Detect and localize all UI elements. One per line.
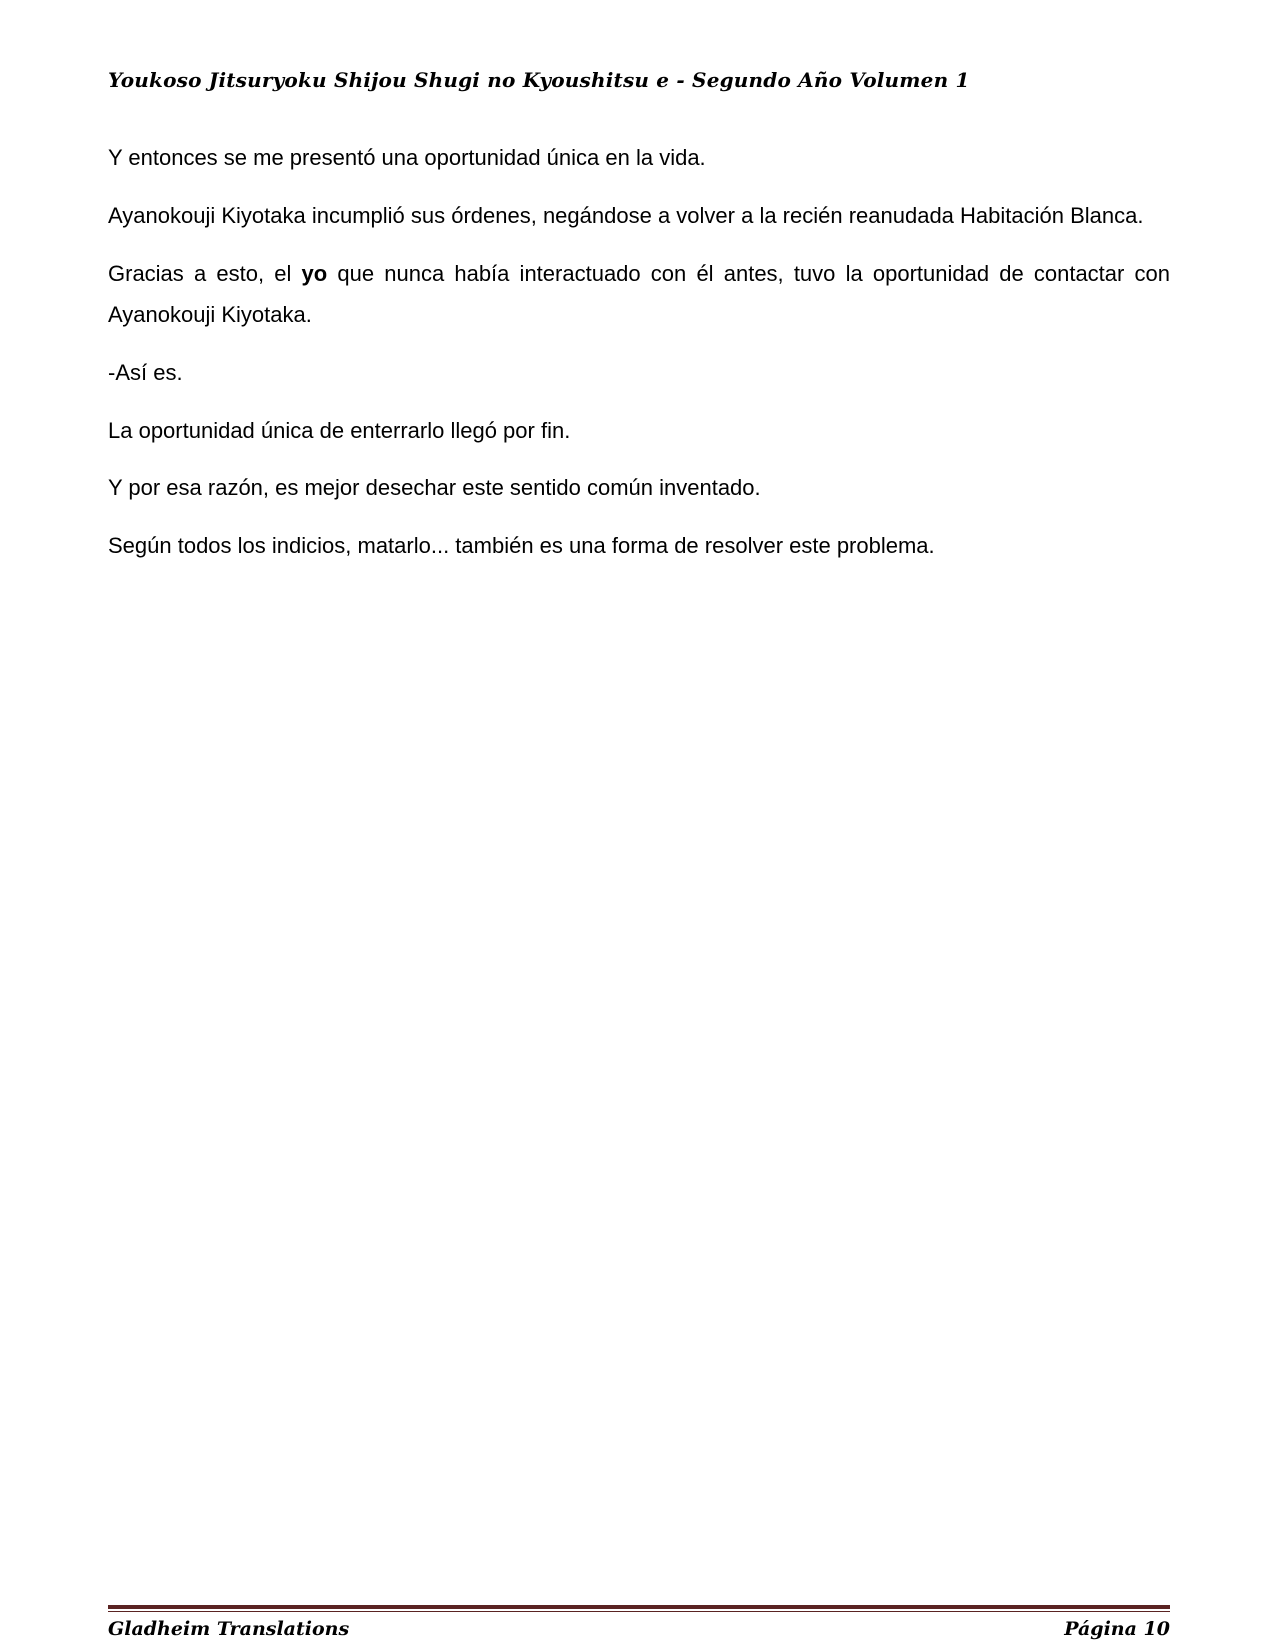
- footer-row: [108, 1618, 1170, 1640]
- footer-translator: Gladheim Translations: [108, 1618, 350, 1640]
- paragraph-6: Y por esa razón, es mejor desechar este sentido común inventado.: [108, 475, 761, 501]
- paragraph-5: La oportunidad única de enterrarlo llegó por fin.: [108, 417, 571, 443]
- paragraph-3: [108, 254, 1170, 336]
- footer-rule: [108, 1605, 1170, 1612]
- page-header: [108, 68, 1170, 92]
- paragraph-3-text-pre: Gracias a esto, el: [108, 260, 302, 286]
- paragraph-3-bold-word: yo: [301, 260, 328, 286]
- page-footer: [108, 1605, 1170, 1640]
- paragraph-3-text-post: que nunca había interactuado con él antes, tuvo la oportunidad de contactar con Ayanokouji Kiyotaka.: [108, 260, 1170, 327]
- paragraph-7: Según todos los indicios, matarlo... también es una forma de resolver este problema.: [108, 533, 935, 559]
- paragraph-1: Y entonces se me presentó una oportunidad única en la vida.: [108, 145, 706, 170]
- header-title: Youkoso Jitsuryoku Shijou Shugi no Kyoushitsu e - Segundo Año Volumen 1: [108, 68, 970, 92]
- footer-page-number: Página 10: [1064, 1618, 1170, 1640]
- paragraph-4: -Así es.: [108, 359, 183, 385]
- page-content: [108, 138, 1170, 584]
- paragraph-2: Ayanokouji Kiyotaka incumplió sus órdenes, negándose a volver a la recién reanudada Habitación Blanca.: [108, 202, 1144, 228]
